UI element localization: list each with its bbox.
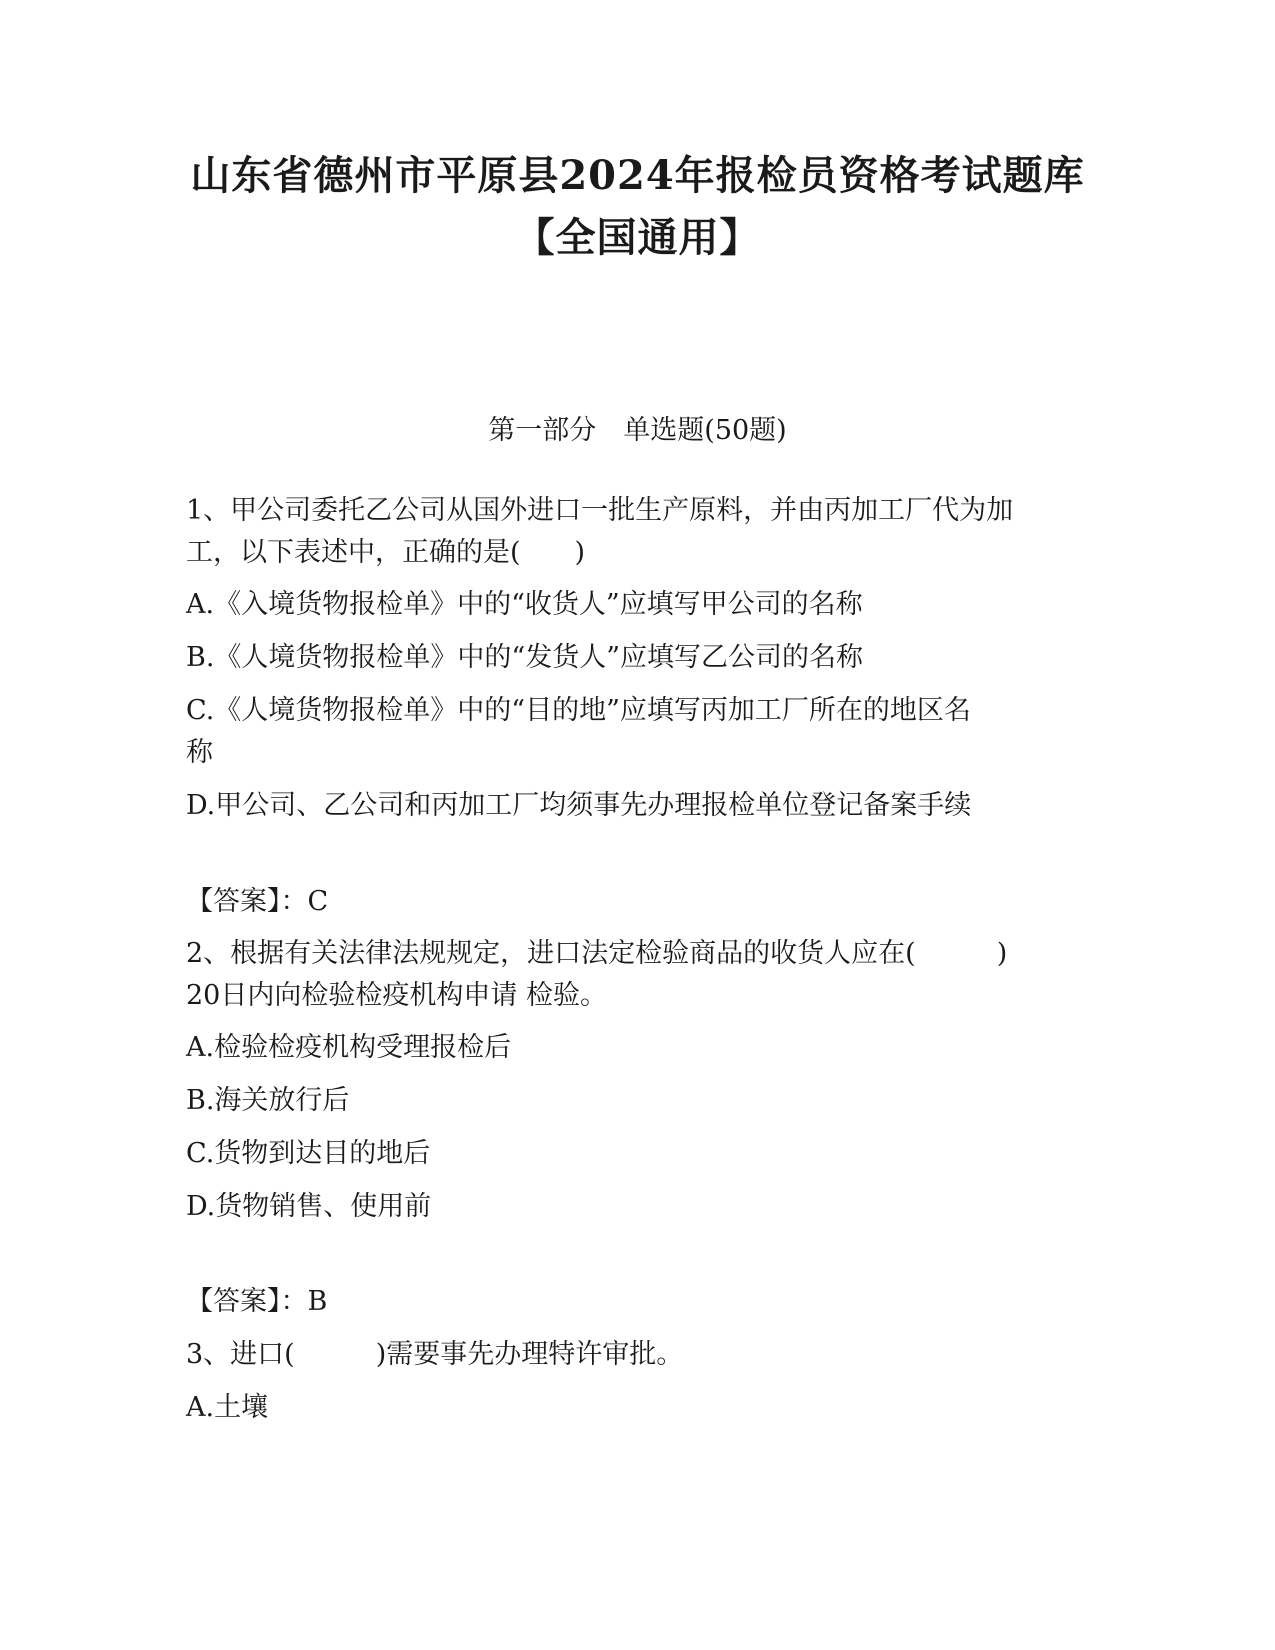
question-1-option-b: B.《人境货物报检单》中的“发货人”应填写乙公司的名称 [186, 642, 864, 673]
question-2-stem-line1: 2、根据有关法律法规规定，进口法定检验商品的收货人应在( ) [186, 938, 1008, 969]
question-2-option-d: D.货物销售、使用前 [186, 1191, 432, 1222]
question-1-stem-line1: 1、甲公司委托乙公司从国外进口一批生产原料，并由丙加工厂代为加 [186, 495, 1014, 526]
question-2-answer: 【答案】：B [186, 1286, 328, 1317]
question-2-option-a: A.检验检疫机构受理报检后 [186, 1032, 512, 1063]
question-1-option-a: A.《入境货物报检单》中的“收货人”应填写甲公司的名称 [186, 589, 863, 620]
question-1-stem-line2: 工，以下表述中，正确的是( ) [186, 537, 586, 568]
question-3-stem: 3、进口( )需要事先办理特许审批。 [186, 1339, 684, 1370]
question-1-option-c-cont: 称 [186, 737, 213, 768]
question-2-option-c: C.货物到达目的地后 [186, 1138, 431, 1169]
question-1-option-d: D.甲公司、乙公司和丙加工厂均须事先办理报检单位登记备案手续 [186, 790, 972, 821]
question-2-stem-line2: 20日内向检验检疫机构申请 检验。 [186, 980, 607, 1011]
question-1-option-c: C.《人境货物报检单》中的“目的地”应填写丙加工厂所在的地区名 [186, 695, 971, 726]
question-1-answer: 【答案】：C [186, 886, 329, 917]
document-title-line2: 【全国通用】 [514, 214, 761, 261]
section-title: 第一部分 单选题(50题) [488, 415, 787, 446]
question-3-option-a: A.土壤 [186, 1392, 269, 1423]
document-title-line1: 山东省德州市平原县2024年报检员资格考试题库 [190, 152, 1085, 199]
question-2-option-b: B.海关放行后 [186, 1085, 350, 1116]
